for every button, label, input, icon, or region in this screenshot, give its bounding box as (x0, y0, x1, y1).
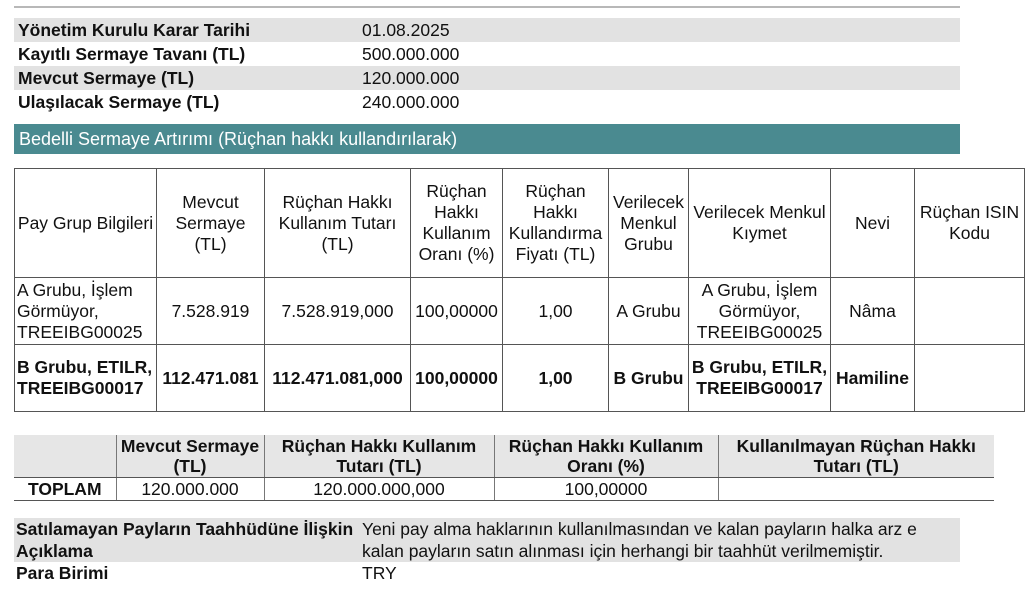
info-value-line: Yeni pay alma haklarının kullanılmasından ve kalan payların halka arz e (362, 519, 917, 539)
cell-kullanim-orani: 100,00000 (411, 345, 503, 412)
header-kullanim-orani: Rüçhan Hakkı Kullanım Oranı (%) (411, 169, 503, 278)
totals-header-mevcut-sermaye: Mevcut Sermaye (TL) (116, 435, 264, 478)
top-divider (14, 6, 960, 8)
header-menkul-grubu: Verilecek Menkul Grubu (609, 169, 689, 278)
cell-menkul-grubu: A Grubu (609, 278, 689, 345)
info-value: 01.08.2025 (358, 18, 960, 42)
cell-nevi: Hamiline (831, 345, 915, 412)
table-header-row (15, 169, 1025, 278)
totals-header-empty (14, 435, 116, 478)
share-group-table (14, 168, 1025, 412)
info-label: Yönetim Kurulu Karar Tarihi (14, 18, 358, 42)
cell-kullanim-orani: 100,00000 (411, 278, 503, 345)
cell-mevcut-sermaye: 7.528.919 (157, 278, 265, 345)
header-nevi: Nevi (831, 169, 915, 278)
totals-header-kullanilmayan: Kullanılmayan Rüçhan Hakkı Tutarı (TL) (718, 435, 994, 478)
cell-kullandirma-fiyati: 1,00 (503, 345, 609, 412)
cell-kullandirma-fiyati: 1,00 (503, 278, 609, 345)
header-mevcut-sermaye: Mevcut Sermaye (TL) (157, 169, 265, 278)
cell-mevcut-sermaye: 112.471.081 (157, 345, 265, 412)
info-row (14, 18, 960, 42)
section-title: Bedelli Sermaye Artırımı (Rüçhan hakkı kullandırılarak) (14, 124, 960, 154)
info-label: Satılamayan Payların Taahhüdüne İlişkin Açıklama (14, 518, 360, 562)
cell-pay-grup: A Grubu, İşlem Görmüyor, TREEIBG00025 (15, 278, 157, 345)
header-kullanim-tutari: Rüçhan Hakkı Kullanım Tutarı (TL) (265, 169, 411, 278)
info-label: Mevcut Sermaye (TL) (14, 66, 358, 90)
totals-mevcut-sermaye: 120.000.000 (116, 478, 264, 501)
info-label: Ulaşılacak Sermaye (TL) (18, 92, 220, 112)
cell-menkul-kiymet: B Grubu, ETILR, TREEIBG00017 (689, 345, 831, 412)
cell-isin (915, 345, 1025, 412)
totals-header-kullanim-orani: Rüçhan Hakkı Kullanım Oranı (%) (494, 435, 718, 478)
info-value: 240.000.000 (362, 92, 460, 112)
table-row (15, 345, 1025, 412)
info-value: TRY (362, 563, 397, 583)
info-row (14, 66, 960, 90)
info-value-line: kalan payların satın alınması için herhangi bir taahhüt verilmemiştir. (362, 541, 884, 561)
header-menkul-kiymet: Verilecek Menkul Kıymet (689, 169, 831, 278)
totals-kullanilmayan (718, 478, 994, 501)
info-row (14, 518, 960, 562)
info-value: 500.000.000 (362, 44, 460, 64)
totals-kullanim-tutari: 120.000.000,000 (264, 478, 494, 501)
totals-kullanim-orani: 100,00000 (494, 478, 718, 501)
decision-info-table (14, 18, 960, 114)
totals-label: TOPLAM (14, 478, 116, 501)
totals-row (14, 478, 994, 501)
info-row (14, 90, 960, 114)
cell-menkul-grubu: B Grubu (609, 345, 689, 412)
cell-nevi: Nâma (831, 278, 915, 345)
header-isin: Rüçhan ISIN Kodu (915, 169, 1025, 278)
info-value (360, 518, 960, 562)
info-row (14, 562, 960, 584)
cell-menkul-kiymet: A Grubu, İşlem Görmüyor, TREEIBG00025 (689, 278, 831, 345)
info-value: 120.000.000 (358, 66, 960, 90)
info-label: Kayıtlı Sermaye Tavanı (TL) (18, 44, 246, 64)
header-kullandirma-fiyati: Rüçhan Hakkı Kullandırma Fiyatı (TL) (503, 169, 609, 278)
info-row (14, 42, 960, 66)
cell-kullanim-tutari: 112.471.081,000 (265, 345, 411, 412)
cell-isin (915, 278, 1025, 345)
totals-header-row (14, 435, 994, 478)
table-row (15, 278, 1025, 345)
cell-pay-grup: B Grubu, ETILR, TREEIBG00017 (15, 345, 157, 412)
header-pay-grup: Pay Grup Bilgileri (15, 169, 157, 278)
totals-header-kullanim-tutari: Rüçhan Hakkı Kullanım Tutarı (TL) (264, 435, 494, 478)
cell-kullanim-tutari: 7.528.919,000 (265, 278, 411, 345)
additional-info-table (14, 518, 960, 584)
totals-table (14, 435, 994, 501)
info-label: Para Birimi (16, 563, 109, 583)
